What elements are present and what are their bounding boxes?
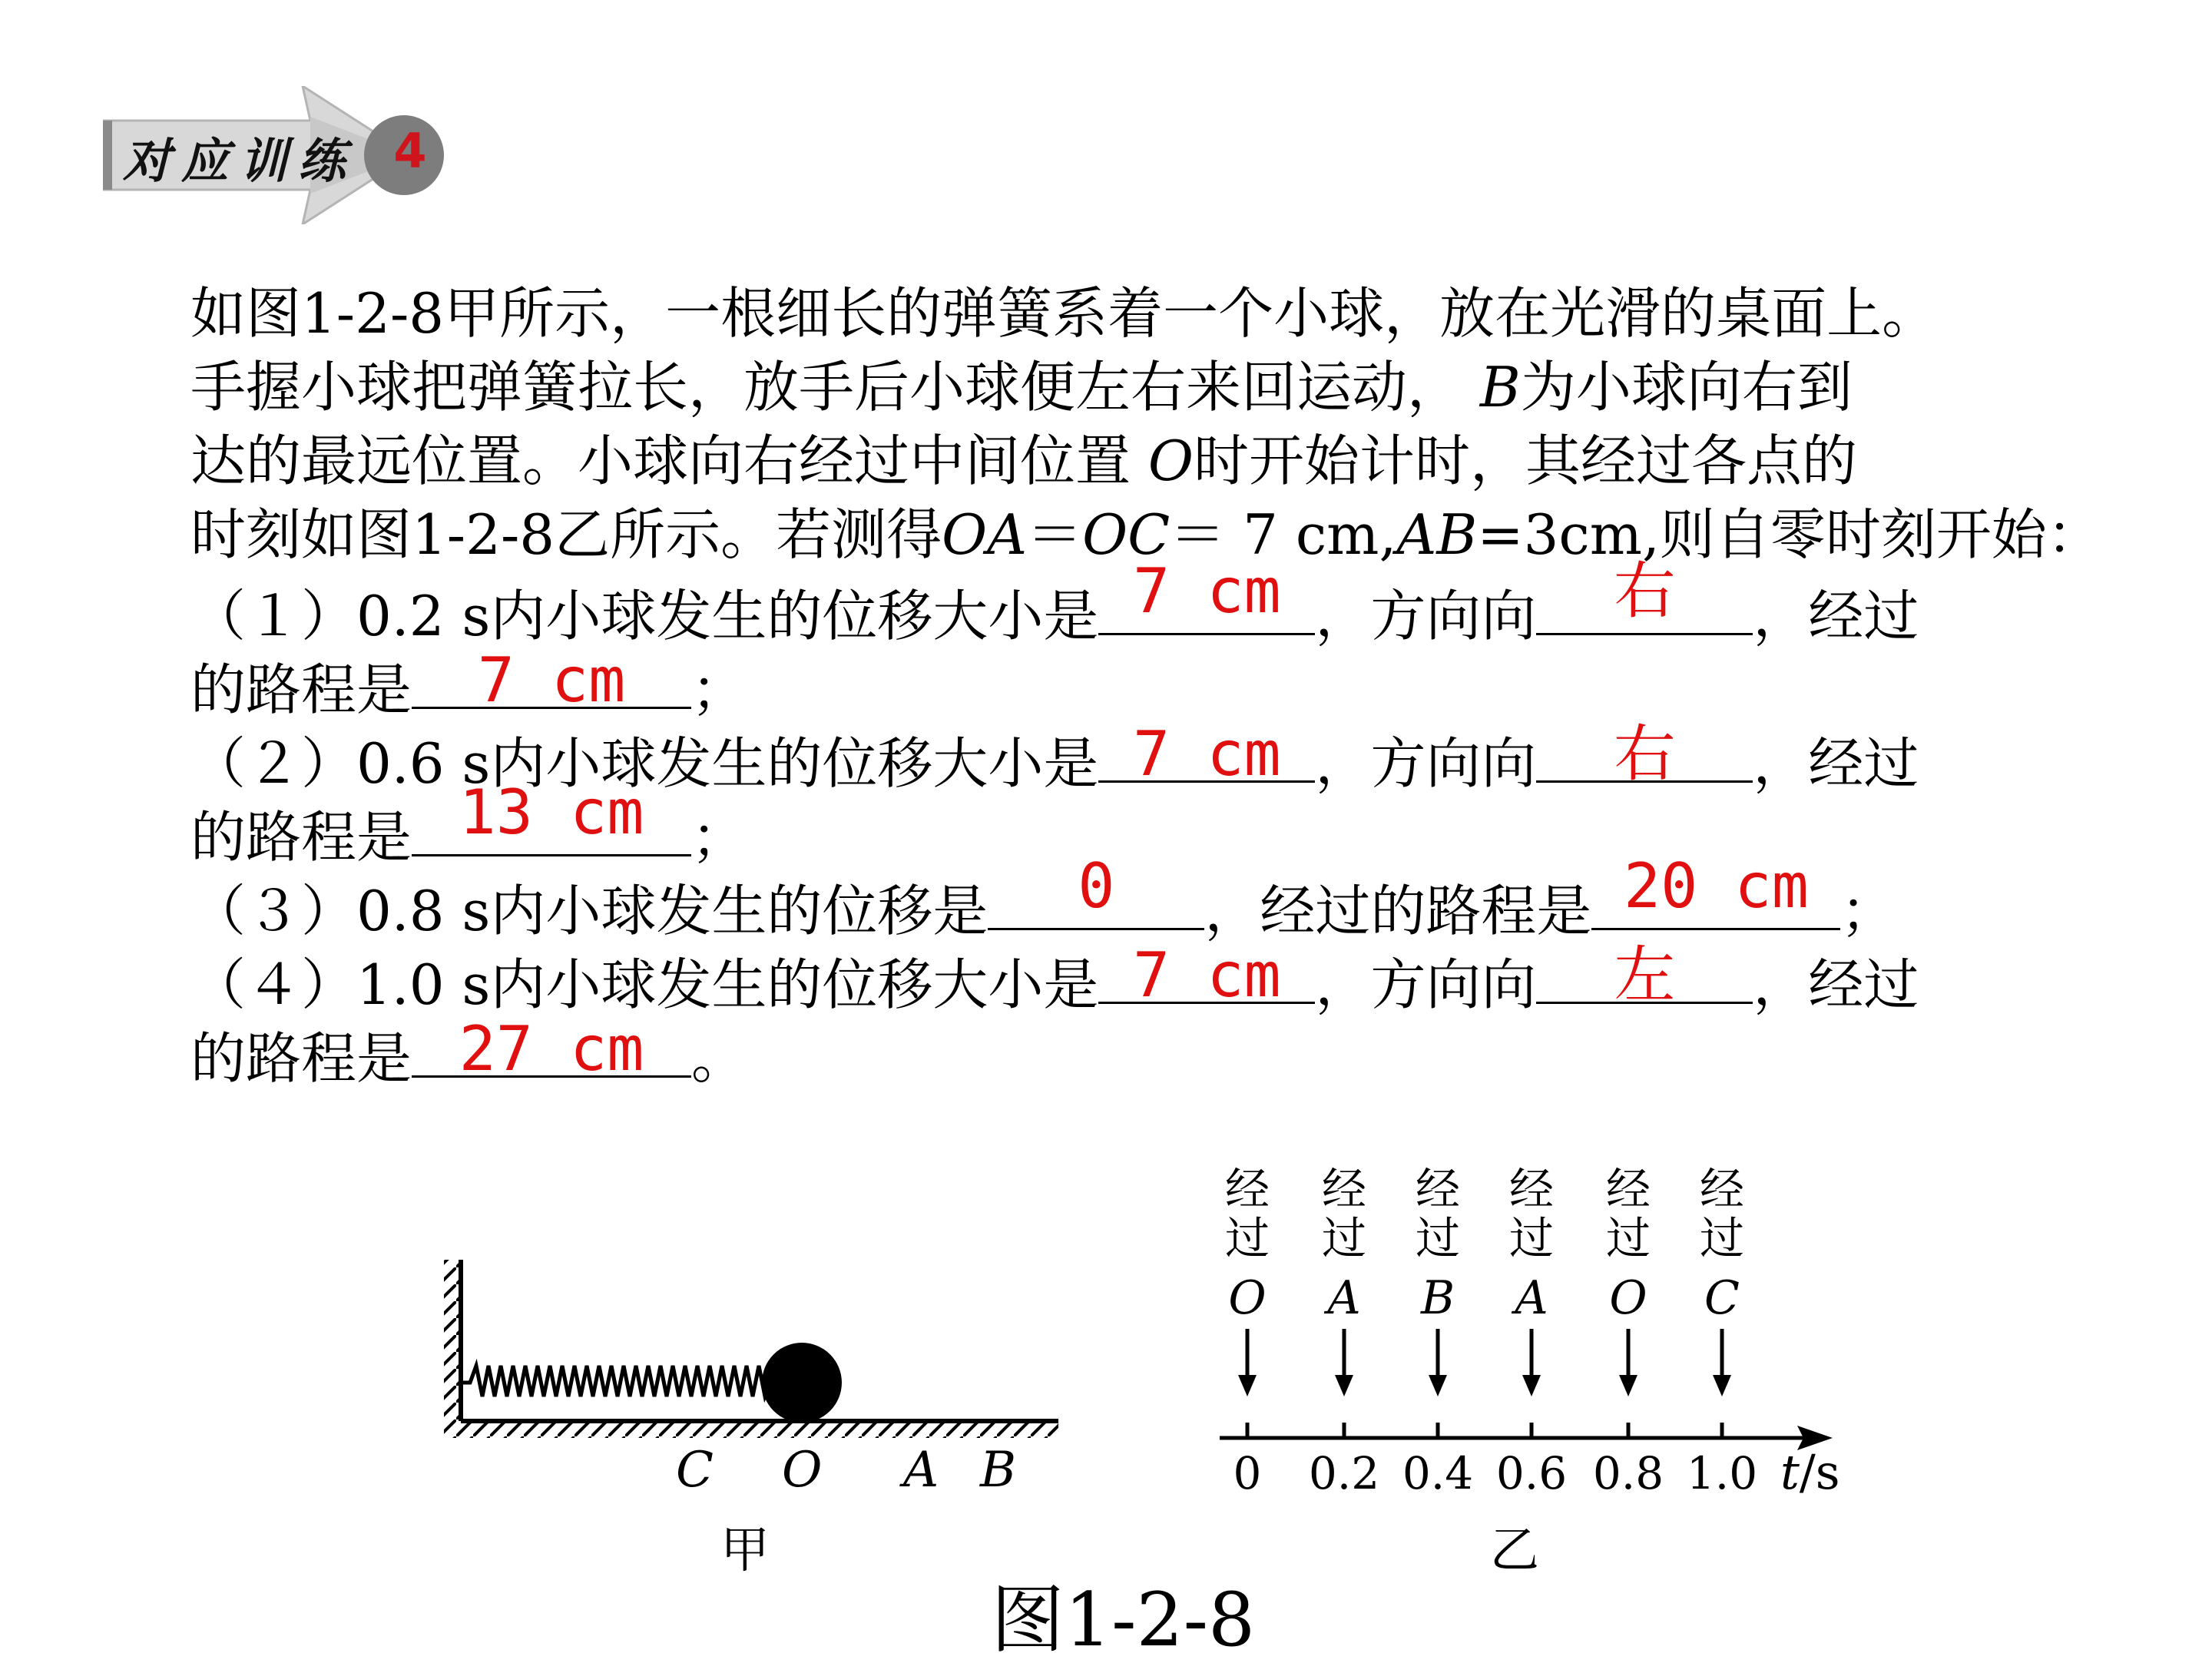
event-arrow-head [1335, 1375, 1353, 1396]
tick-label: 0.4 [1402, 1447, 1474, 1499]
event-point-label: O [1609, 1271, 1647, 1325]
event-word-1: 经 [1699, 1163, 1745, 1215]
event-word-1: 经 [1321, 1163, 1367, 1215]
event-word-2: 过 [1415, 1212, 1461, 1264]
event-word-2: 过 [1321, 1212, 1367, 1264]
question-1-cont: 的路程是 7 cm ； [190, 644, 747, 722]
problem-line-4: 时刻如图1-2-8乙所示。若测得OA＝OC＝ 7 cm,AB=3cm,则自零时刻开始： [190, 502, 2102, 567]
answer-blank: 7 cm [1133, 555, 1281, 627]
timeline-events [1225, 1163, 1757, 1499]
event-word-2: 过 [1605, 1212, 1651, 1264]
question-2: （２）0.6 s内小球发生的位移大小是 7 cm ，方向向 右 ，经过 [190, 718, 1919, 796]
problem-line-2: 手握小球把弹簧拉长，放手后小球便左右来回运动， B为小球向右到 [190, 355, 1853, 419]
event-arrow-head [1238, 1375, 1257, 1396]
event-point-label: A [1327, 1271, 1361, 1325]
event-word-2: 过 [1699, 1212, 1745, 1264]
ball [762, 1343, 842, 1423]
axis-label [1780, 1444, 1840, 1500]
event-arrow-head [1522, 1375, 1541, 1396]
question-3: （３）0.8 s内小球发生的位移是 0 ，经过的路程是 20 cm ； [190, 850, 1896, 943]
question-1: （１）0.2 s内小球发生的位移大小是 7 cm ，方向向 右 ，经过 [190, 555, 1919, 648]
figure-caption: 图1-2-8 [991, 1577, 1256, 1663]
figure-jia-label: 甲 [720, 1522, 770, 1579]
tick-label: 0 [1233, 1447, 1262, 1499]
question-4: （４）1.0 s内小球发生的位移大小是 7 cm ，方向向 左 ，经过 [190, 939, 1919, 1017]
answer-blank: 7 cm [477, 644, 626, 716]
event-word-2: 过 [1224, 1212, 1270, 1264]
tick-label: 0.2 [1308, 1447, 1380, 1499]
question-4-cont: 的路程是 27 cm 。 [190, 1013, 747, 1091]
answer-blank: 右 [1614, 555, 1676, 627]
point-label-o: O [782, 1442, 823, 1499]
event-word-1: 经 [1415, 1163, 1461, 1215]
answer-blank: 7 cm [1133, 939, 1281, 1011]
answer-blank: 左 [1614, 939, 1676, 1011]
event-point-label: A [1515, 1271, 1548, 1325]
point-label-a: A [903, 1442, 939, 1499]
problem-line-3: 达的最远位置。小球向右经过中间位置 O时开始计时，其经过各点的 [190, 429, 1857, 493]
answer-blank: 右 [1614, 718, 1676, 790]
point-label-c: C [676, 1442, 714, 1499]
point-label-b: B [980, 1442, 1017, 1499]
event-arrow-head [1429, 1375, 1447, 1396]
event-word-2: 过 [1508, 1212, 1555, 1264]
event-point-label: O [1228, 1271, 1267, 1325]
question-2-cont: 的路程是 13 cm ； [190, 777, 747, 870]
answer-blank: 13 cm [459, 777, 644, 848]
event-point-label: B [1420, 1271, 1455, 1325]
event-word-1: 经 [1224, 1163, 1270, 1215]
tick-label: 0.8 [1592, 1447, 1664, 1499]
answer-blank: 0 [1078, 850, 1115, 922]
problem-line-1: 如图1-2-8甲所示，一根细长的弹簧系着一个小球，放在光滑的桌面上。 [190, 281, 1938, 346]
axis-unit: /s [1799, 1444, 1840, 1500]
event-word-1: 经 [1605, 1163, 1651, 1215]
event-word-1: 经 [1508, 1163, 1555, 1215]
axis-var: t [1780, 1444, 1800, 1500]
event-arrow-head [1713, 1375, 1731, 1396]
tick-label: 1.0 [1686, 1447, 1758, 1499]
spring [461, 1366, 776, 1396]
answer-blank: 27 cm [459, 1013, 644, 1085]
event-point-label: C [1704, 1271, 1740, 1325]
banner-number: 4 [393, 123, 427, 179]
answer-blank: 7 cm [1133, 718, 1281, 790]
jia-point-labels [676, 1442, 1016, 1499]
figure-yi-label: 乙 [1490, 1522, 1539, 1579]
event-arrow-head [1619, 1375, 1637, 1396]
spring-apparatus [444, 1260, 1058, 1438]
tick-label: 0.6 [1495, 1447, 1568, 1499]
banner-title: 对应训练 [123, 133, 357, 189]
answer-blank: 20 cm [1623, 850, 1809, 922]
